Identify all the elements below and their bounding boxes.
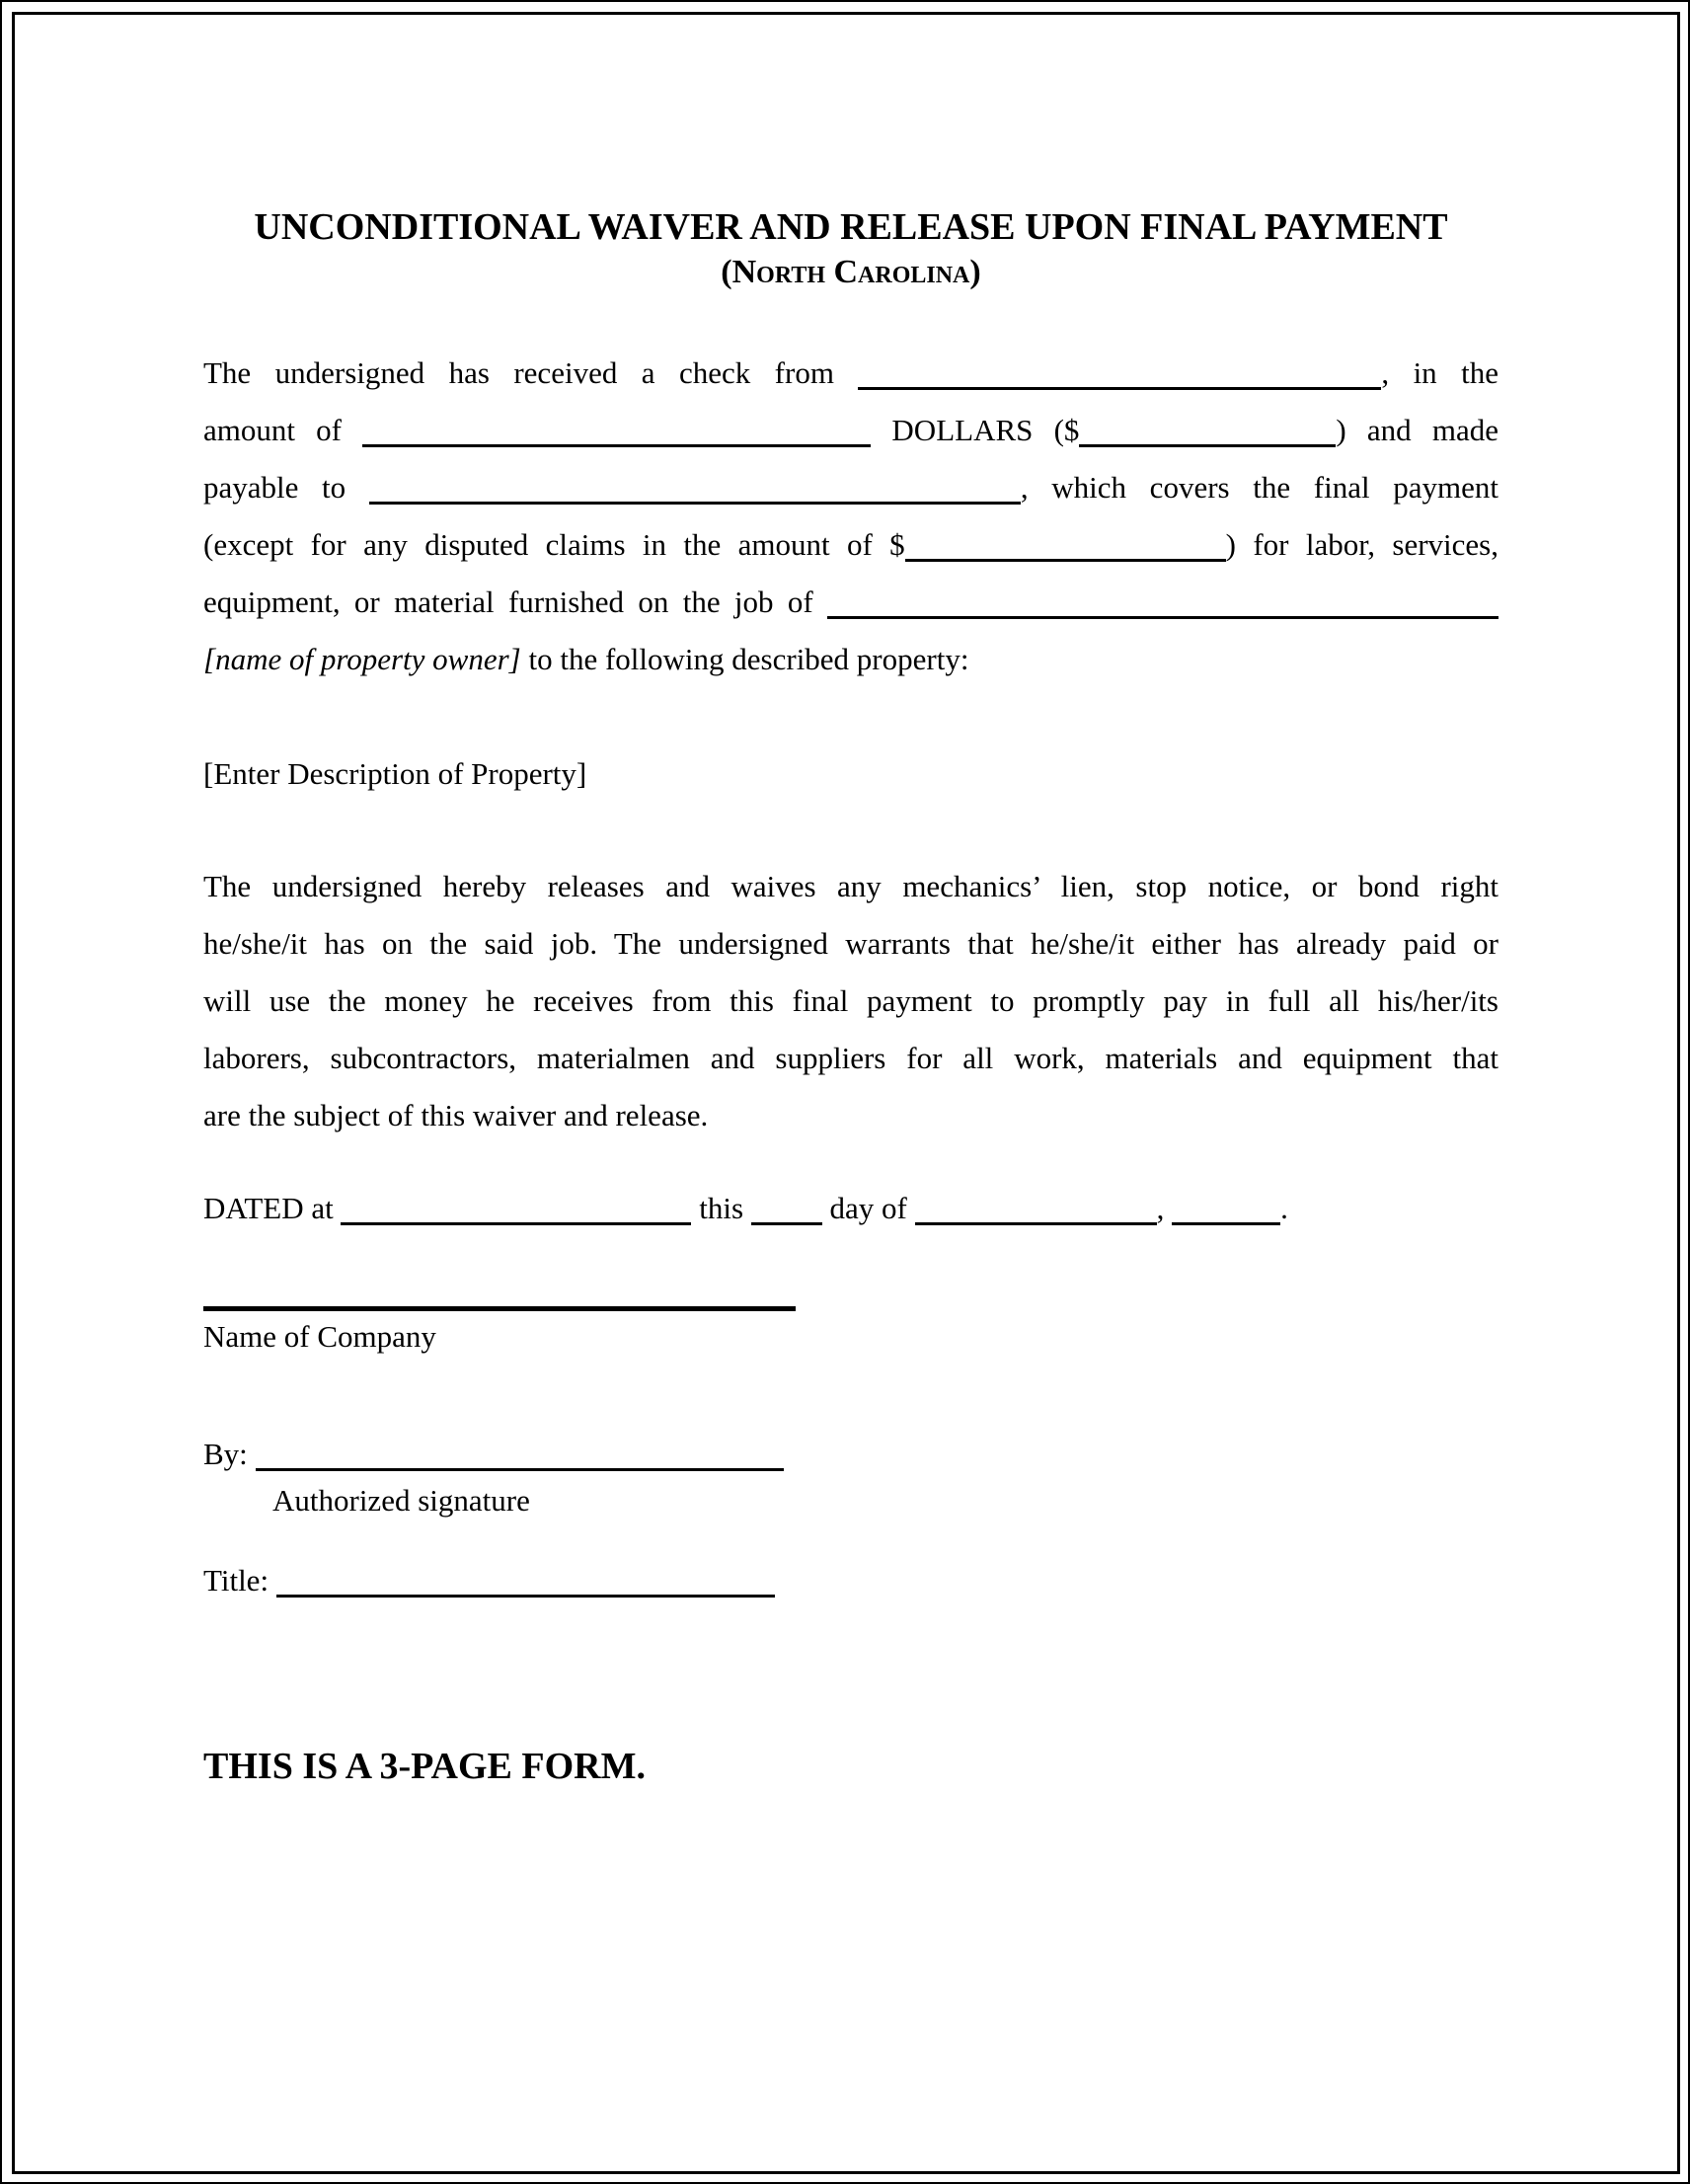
in-the-label: , in the	[1381, 355, 1498, 390]
paragraph1-line3	[203, 459, 1498, 516]
dated-comma: ,	[1156, 1191, 1165, 1225]
labor-services-label: ) for labor, services,	[1225, 527, 1498, 562]
opening-paragraph	[203, 345, 1498, 688]
release-paragraph	[203, 858, 1498, 1144]
described-property-label: to the following described property:	[528, 642, 969, 676]
by-label: By:	[203, 1437, 248, 1471]
authorized-signature-label: Authorized signature	[272, 1483, 530, 1518]
paragraph1-line5	[203, 574, 1498, 631]
signer-title-blank[interactable]	[276, 1564, 775, 1598]
paragraph1-line2	[203, 402, 1498, 459]
paragraph2-line3: will use the money he receives from this final payment to promptly pay in full all his/her/its	[203, 983, 1498, 1018]
year-blank[interactable]	[1172, 1192, 1280, 1225]
dated-at-label: DATED at	[203, 1191, 334, 1225]
paragraph2-line4: laborers, subcontractors, materialmen and suppliers for all work, materials and equipment that	[203, 1041, 1498, 1075]
paragraph1-line6	[203, 631, 1498, 688]
job-of-label: equipment, or material furnished on the job of	[203, 585, 813, 619]
payable-to-label: payable to	[203, 470, 346, 505]
day-number-blank[interactable]	[751, 1192, 822, 1225]
dated-period: .	[1280, 1191, 1288, 1225]
month-blank[interactable]	[915, 1192, 1157, 1225]
paragraph1-line1	[203, 345, 1498, 402]
final-payment-label: , which covers the final payment	[1020, 470, 1498, 505]
check-from-blank[interactable]	[858, 356, 1381, 390]
title-label: Title:	[203, 1563, 269, 1598]
paragraph2-line2: he/she/it has on the said job. The undersigned warrants that he/she/it either has already paid or	[203, 926, 1498, 961]
paragraph1-line4	[203, 516, 1498, 574]
check-from-label: The undersigned has received a check from	[203, 355, 834, 390]
paragraph2-line1: The undersigned hereby releases and waives any mechanics’ lien, stop notice, or bond right	[203, 869, 1498, 903]
dollars-label: DOLLARS ($	[891, 413, 1080, 447]
form-subtitle: (North Carolina)	[721, 254, 981, 290]
dated-line	[203, 1180, 1498, 1237]
title-row	[203, 1552, 1498, 1609]
day-of-label: day of	[829, 1191, 907, 1225]
authorized-signature-blank[interactable]	[256, 1438, 784, 1471]
property-description-placeholder[interactable]: [Enter Description of Property]	[203, 756, 587, 791]
property-owner-hint: [name of property owner]	[203, 642, 521, 676]
dated-section	[203, 1180, 1498, 1237]
by-signature-row	[203, 1430, 1498, 1479]
name-of-company-label: Name of Company	[203, 1319, 436, 1354]
property-description-section	[203, 745, 1498, 803]
page-count-notice: THIS IS A 3-PAGE FORM.	[203, 1746, 646, 1787]
payable-to-blank[interactable]	[369, 471, 1021, 505]
amount-of-label: amount of	[203, 413, 343, 447]
disputed-claims-label: (except for any disputed claims in the amount of $	[203, 527, 905, 562]
authorized-signature-row	[203, 1479, 1498, 1522]
paragraph2-line5: are the subject of this waiver and release.	[203, 1098, 709, 1132]
amount-figures-blank[interactable]	[1079, 414, 1336, 447]
and-made-label: ) and made	[1336, 413, 1499, 447]
company-name-label-row	[203, 1311, 1498, 1363]
amount-words-blank[interactable]	[362, 414, 871, 447]
this-label: this	[699, 1191, 744, 1225]
disputed-claims-amount-blank[interactable]	[905, 528, 1226, 562]
job-of-blank[interactable]	[827, 585, 1498, 619]
form-content	[2, 203, 1688, 1791]
form-title: UNCONDITIONAL WAIVER AND RELEASE UPON FINAL PAYMENT	[254, 206, 1448, 248]
dated-at-place-blank[interactable]	[341, 1192, 691, 1225]
